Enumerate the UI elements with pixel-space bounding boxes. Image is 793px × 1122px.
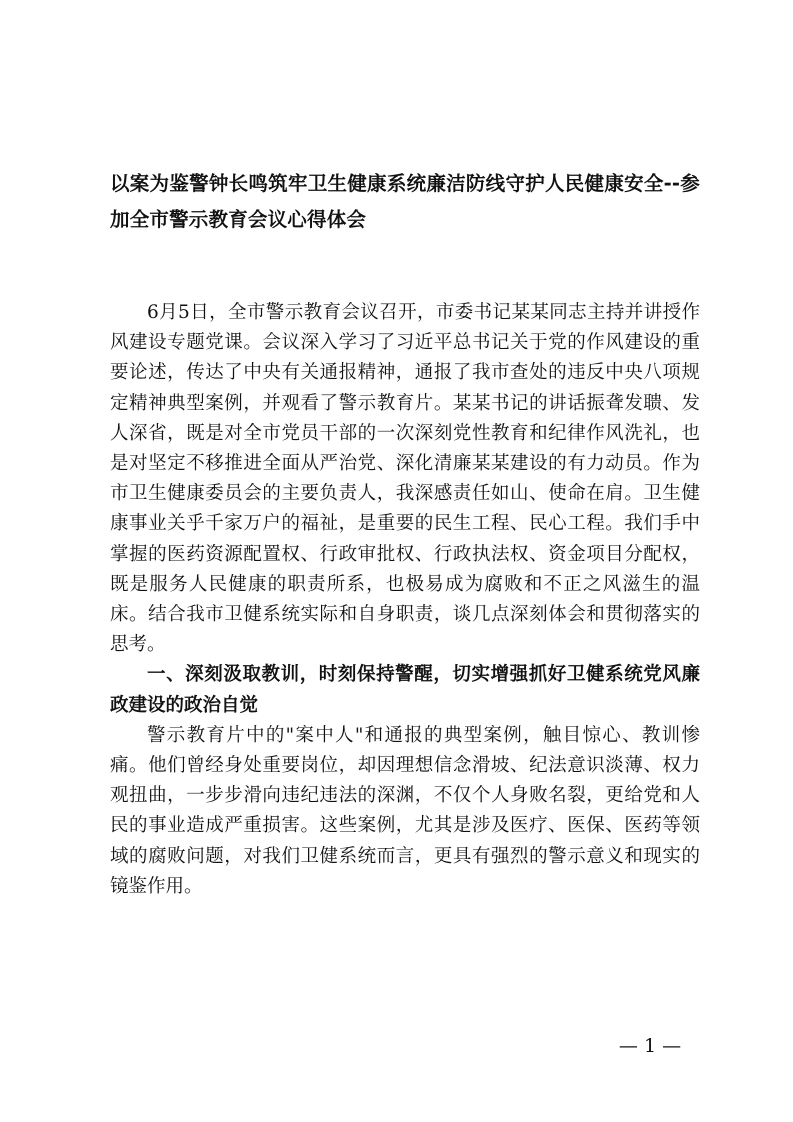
section-1-paragraph: 警示教育片中的"案中人"和通报的典型案例，触目惊心、教训惨痛。他们曾经身处重要岗位，却因理想信念滑坡、纪法意识淡薄、权力观扭曲，一步步滑向违纪违法的深渊，不仅个人身败名裂，更给党和人民的事业造成严重损害。这些案例，尤其是涉及医疗、医保、医药等领域的腐败问题，对我们卫健系统而言，更具有强烈的警示意义和现实的镜鉴作用。 (110, 724, 700, 897)
section-heading-1: 一、深刻汲取教训，时刻保持警醒，切实增强抓好卫健系统党风廉政建设的政治自觉 (110, 664, 700, 716)
intro-paragraph: 6月5日，全市警示教育会议召开，市委书记某某同志主持并讲授作风建设专题党课。会议深入学习了习近平总书记关于党的作风建设的重要论述，传达了中央有关通报精神，通报了我市查处的违反中央八项规定精神典型案例，并观看了警示教育片。某某书记的讲话振聋发聩、发人深省，既是对全市党员干部的一次深刻党性教育和纪律作风洗礼，也是对坚定不移推进全面从严治党、深化清廉某某建设的有力动员。作为市卫生健康委员会的主要负责人，我深感责任如山、使命在肩。卫生健康事业关乎千家万户的福祉，是重要的民生工程、民心工程。我们手中掌握的医药资源配置权、行政审批权、行政执法权、资金项目分配权，既是服务人民健康的职责所系，也极易成为腐败和不正之风滋生的温床。结合我市卫健系统实际和自身职责，谈几点深刻体会和贯彻落实的思考。 (110, 302, 700, 656)
document-body (110, 298, 700, 902)
document-title: 以案为鉴警钟长鸣筑牢卫生健康系统廉洁防线守护人民健康安全--参加全市警示教育会议心得体会 (110, 172, 700, 231)
page-number: — 1 — (618, 1035, 682, 1057)
